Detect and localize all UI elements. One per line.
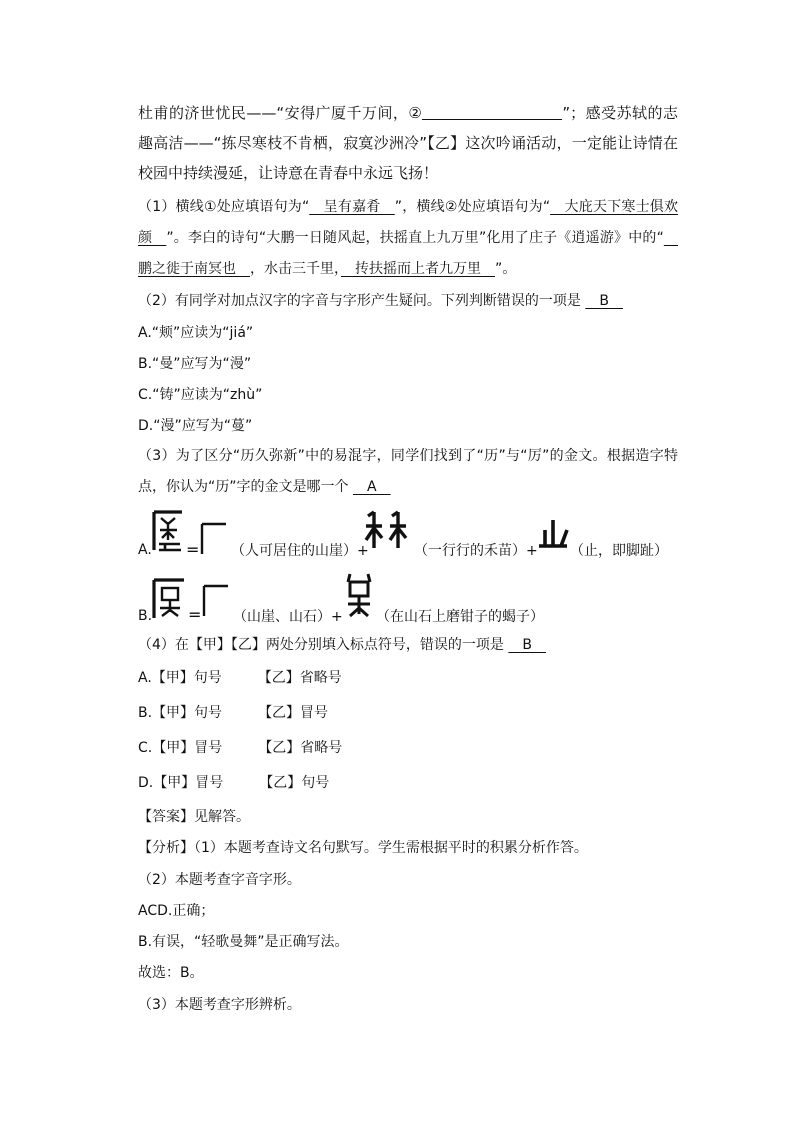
q4-option-d (138, 772, 329, 792)
q1-answer-3: 鹏之徙于南冥也 (138, 230, 679, 277)
component-desc: （山崖、山石）+ (233, 609, 343, 625)
bronze-grain-glyph-icon (362, 508, 412, 552)
q4-answer: B (508, 637, 546, 653)
q4-text: （4）在【甲】【乙】两处分别填入标点符号，错误的一项是 (138, 637, 504, 653)
q4-option-a (138, 667, 342, 687)
option-jia: C.【甲】冒号 (138, 740, 223, 756)
component-desc: （一行行的禾苗）+ (414, 543, 538, 559)
q2-option-b: B.“曼”应写为“漫” (138, 356, 252, 372)
option-yi: 【乙】省略号 (257, 670, 342, 686)
analysis-line-1: 【分析】（1）本题考查诗文名句默写。学生需根据平时的积累分析作答。 (138, 840, 588, 856)
option-yi: 【乙】省略号 (258, 740, 343, 756)
answer-line: 【答案】见解答。 (138, 809, 250, 825)
q2-text: （2）有同学对加点汉字的字音与字形产生疑问。下列判断错误的一项是 (138, 293, 581, 309)
option-jia: A.【甲】句号 (138, 670, 222, 686)
intro-paragraph (138, 98, 678, 188)
question-2-stem (138, 290, 623, 310)
analysis-line-6: （3）本题考查字形辨析。 (138, 997, 301, 1013)
component-desc: （止，即脚趾） (570, 543, 668, 559)
analysis-line-4: B.有误，“轻歌曼舞”是正确写法。 (138, 934, 349, 950)
cliff-radical-icon (198, 520, 228, 556)
component-desc: （人可居住的山崖）+ (231, 543, 369, 559)
question-1 (138, 192, 678, 285)
bronze-li-alt-glyph-icon (150, 576, 188, 622)
component-desc: （在山石上磨钳子的蝎子） (376, 609, 544, 625)
q3-text: （3）为了区分“历久弥新”中的易混字，同学们找到了“历”与“厉”的金文。根据造字特点，你认为“历”字的金文是哪一个 (138, 448, 678, 495)
q1-answer-4: 抟扶摇而上者九万里 (341, 261, 495, 277)
bronze-li-glyph-icon (150, 508, 186, 554)
intro-text: ”；感受苏轼的志趣高洁——“拣尽寒枝不肯栖，寂寞沙洲冷” (138, 104, 678, 152)
q1-text: ”。李白的诗句“大鹏一日随风起，扶摇直上九万里”化用了庄子《逍遥游》中的“ (166, 230, 664, 246)
option-yi: 【乙】句号 (259, 775, 330, 791)
q4-option-b (138, 702, 328, 722)
option-letter: B. (138, 608, 153, 624)
analysis-line-3: ACD.正确； (138, 903, 215, 919)
bronze-foot-glyph-icon (535, 516, 571, 552)
q2-answer: B (585, 293, 623, 309)
option-jia: D.【甲】冒号 (138, 775, 224, 791)
q3-answer: A (352, 479, 391, 495)
analysis-line-2: （2）本题考查字音字形。 (138, 872, 301, 888)
punct-marker: 【乙】 (427, 134, 466, 152)
equals-sign: = (188, 605, 202, 624)
q2-option-a: A.“颊”应读为“jiá” (138, 325, 254, 341)
question-3-stem (138, 441, 678, 503)
q1-answer-2: 大庇天下寒士俱欢颜 (138, 199, 679, 246)
option-yi: 【乙】冒号 (258, 705, 329, 721)
intro-text: 杜甫的济世忧民——“安得广厦千万间， (138, 104, 409, 122)
equals-sign: = (186, 540, 200, 559)
analysis-line-5: 故选：B。 (138, 965, 204, 981)
q2-option-d: D.“漫”应写为“蔓” (138, 418, 253, 434)
q1-text: （1）横线①处应填语句为“ (138, 199, 310, 215)
q1-text: ”。 (495, 261, 517, 277)
option-jia: B.【甲】句号 (138, 705, 223, 721)
q1-text: ，水击三千里， (250, 261, 341, 277)
option-letter: A. (138, 542, 152, 558)
question-4-stem (138, 634, 546, 654)
q1-answer-1: 呈有嘉肴 (309, 199, 395, 215)
cliff-radical-icon (200, 582, 230, 618)
intro-text: 这次吟诵活动，一定能让诗情在校园中持续漫延，让诗意在青春中永远飞扬！ (138, 134, 678, 182)
q4-option-c (138, 737, 342, 757)
answer-blank (422, 103, 562, 120)
blank-number: ② (408, 104, 423, 122)
q2-option-c: C.“铸”应读为“zhù” (138, 387, 263, 403)
bronze-scorpion-glyph-icon (342, 570, 376, 620)
q1-text: ”，横线②处应填语句为“ (394, 199, 551, 215)
